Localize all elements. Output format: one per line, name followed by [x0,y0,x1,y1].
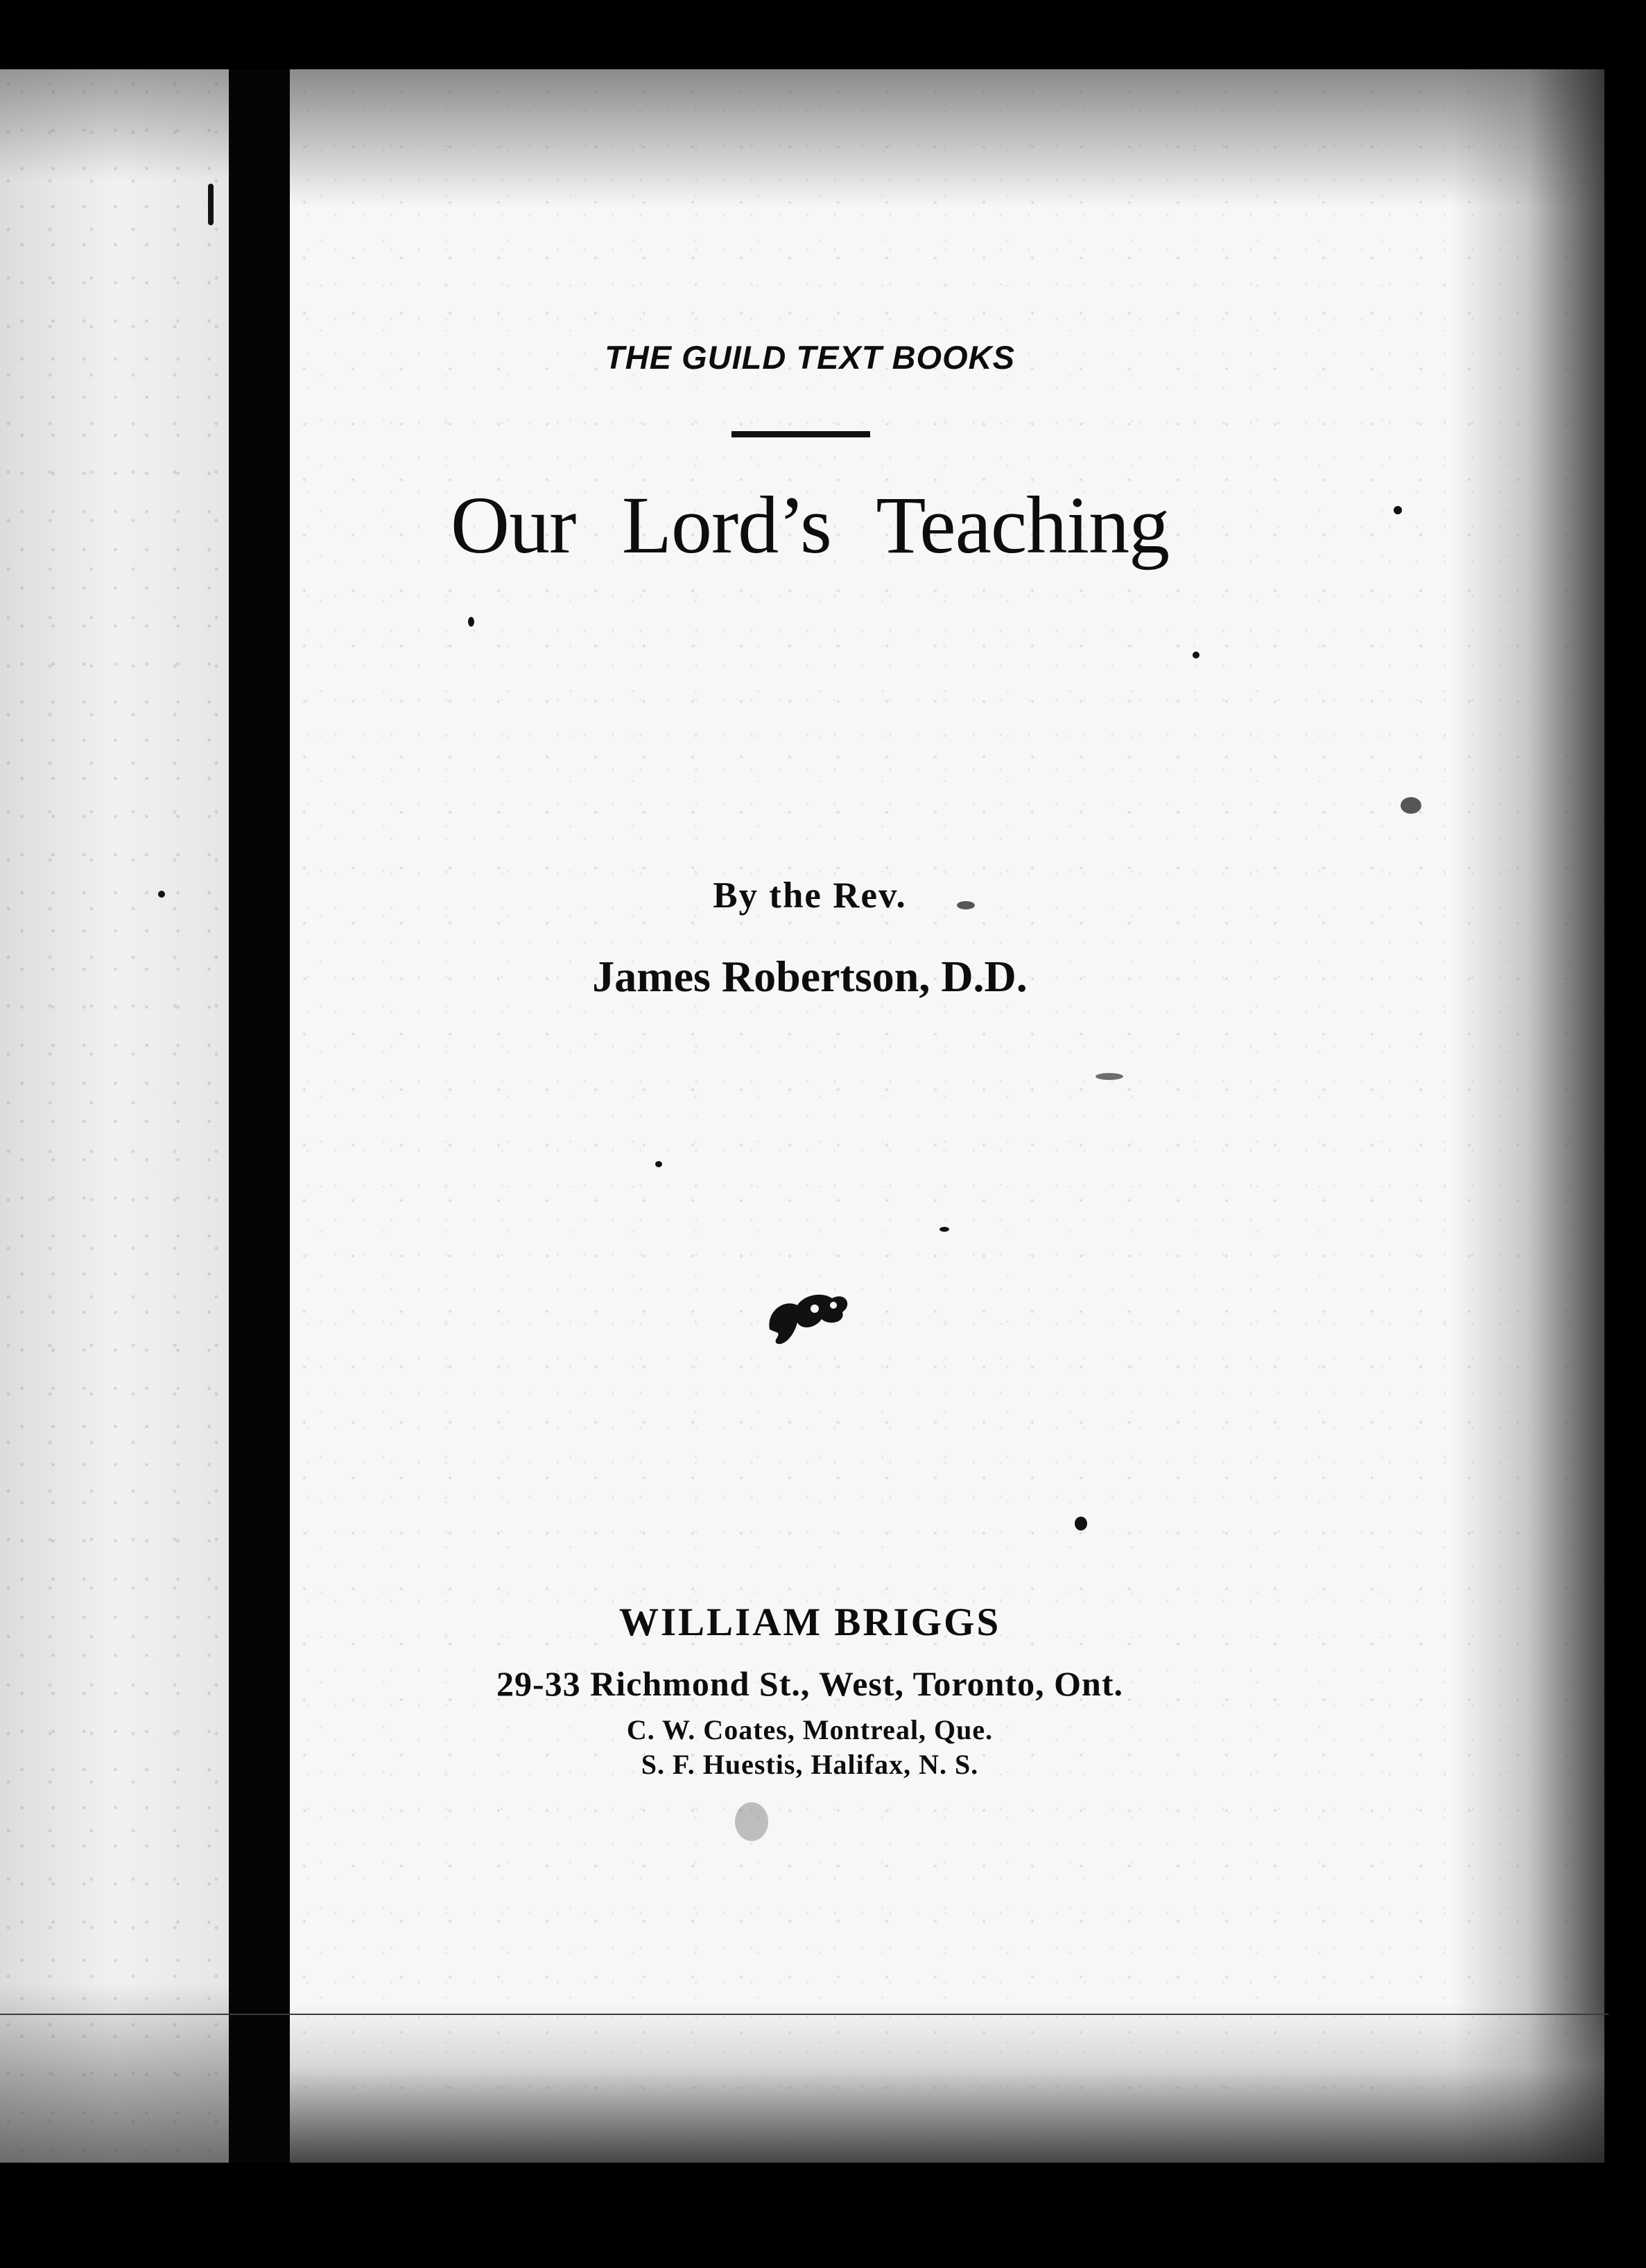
leaf-ornament-icon [763,1281,853,1350]
scan-speck [468,617,474,627]
agent-line: C. W. Coates, Montreal, Que. [626,1714,994,1745]
scan-speck [939,1227,949,1232]
left-page-fragment [0,69,229,2163]
scan-speck [1394,506,1402,514]
page-right-shadow [1452,69,1604,2163]
scan-speck [1095,1073,1123,1080]
title-page [290,69,1604,2163]
publisher-address: 29-33 Richmond St., West, Toronto, Ont. [496,1664,1123,1703]
scan-speck [1193,652,1199,658]
byline: By the Rev. [713,875,907,916]
scan-speck [208,184,214,225]
publisher-name: WILLIAM BRIGGS [618,1600,1001,1644]
scan-speck [1075,1517,1087,1530]
scan-speck [735,1802,768,1841]
book-title: Our Lord’s Teaching [450,480,1170,570]
page-top-shadow [290,69,1604,208]
scan-speck [655,1161,662,1167]
left-page-top-shadow [0,69,229,180]
book-gutter [229,69,291,2163]
title-rule [731,431,870,437]
author-name: James Robertson, D.D. [592,952,1028,1001]
left-page-bottom-shadow [0,1982,229,2163]
scan-speck [158,891,165,898]
scan-speck [1401,797,1421,814]
scan-line [0,2014,1609,2015]
page-bottom-shadow [290,2003,1604,2163]
agent-line: S. F. Huestis, Halifax, N. S. [641,1749,979,1780]
series-title: THE GUILD TEXT BOOKS [605,339,1015,376]
